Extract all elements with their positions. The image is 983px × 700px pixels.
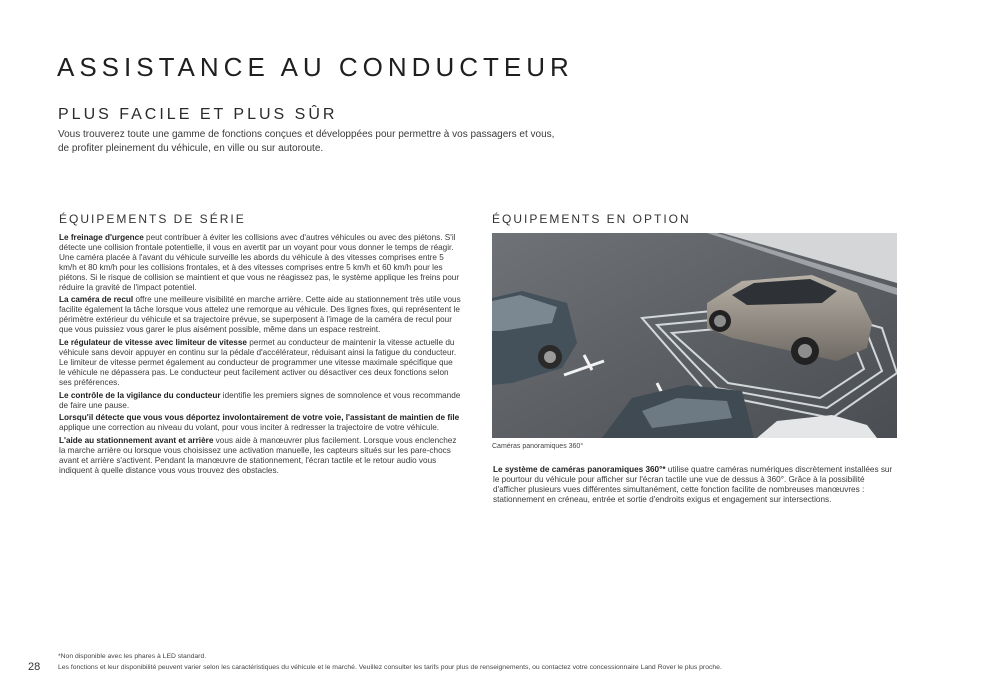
feature-360-cameras: Le système de caméras panoramiques 360°* utilise quatre caméras numériques discrètement installées sur le pourtour du véhicule pour afficher sur l'écran tactile une vue de dessus à 360°. Grâce à la possibilité d'afficher plusieurs vues différentes simultanément, cette fonction facilite de nombreuses manœuvres : stationnement en créneau, entrée et sortie d'endroits exigus et engagement sur intersections.: [493, 465, 893, 504]
intro-text: Vous trouverez toute une gamme de fonctions conçues et développées pour permettre à vos passagers et vous, de profiter pleinement du véhicule, en ville ou sur autoroute.: [58, 129, 555, 154]
legal-notice: Les fonctions et leur disponibilité peuvent varier selon les caractéristiques du véhicule et le marché. Veuillez consulter les tarifs pour plus de renseignements, ou contactez votre concessionnaire Land Rover le plus proche.: [58, 664, 722, 671]
feature-cruise-control: Le régulateur de vitesse avec limiteur de vitesse permet au conducteur de maintenir la vitesse actuelle du véhicule sans devoir appuyer en continu sur la pédale d'accélérateur, réduisant ainsi la fatigue du conducteur. Le limiteur de vitesse permet également au conducteur de programmer une vitesse maximale spécifique que le véhicule ne dépassera pas. Le conducteur peut facilement activer ou désactiver ces deux fonctions selon ses préférences.: [59, 338, 457, 387]
standard-equipment-heading: ÉQUIPEMENTS DE SÉRIE: [59, 212, 246, 226]
standard-equipment-list: [59, 233, 461, 479]
optional-equipment-list: [493, 465, 893, 508]
feature-parking-aid: L'aide au stationnement avant et arrière vous aide à manœuvrer plus facilement. Lorsque vous enclenchez la marche arrière ou lorsque vous choisissez une activation manuelle, les capteurs situés sur les pare-chocs avant et arrière s'activent. Pendant la manœuvre de stationnement, l'écran tactile et le retour audio vous indiquent à quelle distance vous vous trouvez des obstacles.: [59, 436, 457, 475]
page-subtitle: PLUS FACILE ET PLUS SÛR: [58, 106, 338, 123]
page-number: 28: [28, 661, 41, 673]
feature-emergency-braking: Le freinage d'urgence peut contribuer à éviter les collisions avec d'autres véhicules ou avec des piétons. S'il détecte une collision frontale potentielle, il vous en avertit par un voyant pour vous donner le temps de réagir. Une caméra placée à l'avant du véhicule surveille les abords du véhicule à des vitesses comprises entre 5 km/h et 80 km/h pour les collisions frontales, et à des vitesses comprises entre 5 km/h et 60 km/h pour les piétons. Si le risque de collision se maintient et que vous ne réagissez pas, le système applique les freins pour réduire la gravité de l'impact potentiel.: [59, 233, 460, 292]
photo-caption: Caméras panoramiques 360°: [492, 443, 584, 450]
footnote: *Non disponible avec les phares à LED standard.: [58, 653, 207, 660]
feature-driver-condition-monitor: Le contrôle de la vigilance du conducteur identifie les premiers signes de somnolence et vous recommande de faire une pause.: [59, 390, 461, 410]
feature-rear-camera: La caméra de recul offre une meilleure visibilité en marche arrière. Cette aide au stationnement très utile vous facilite également la tâche lorsque vous attelez une remorque au véhicule. Des lignes fixes, qui représentent le périmètre extérieur du véhicule et sa trajectoire prévue, se superposent à l'image de la caméra de recul pour que vous puissiez vous garer le plus aisément possible, même dans un espace restreint.: [59, 295, 461, 335]
feature-lane-keep-assist: Lorsqu'il détecte que vous vous déportez involontairement de votre voie, l'assistant de maintien de file applique une correction au niveau du volant, pour vous inciter à redresser la trajectoire de votre véhicule.: [59, 413, 460, 433]
page-title: ASSISTANCE AU CONDUCTEUR: [57, 52, 574, 82]
parking-camera-photo: [492, 233, 897, 438]
optional-equipment-heading: ÉQUIPEMENTS EN OPTION: [492, 212, 691, 226]
